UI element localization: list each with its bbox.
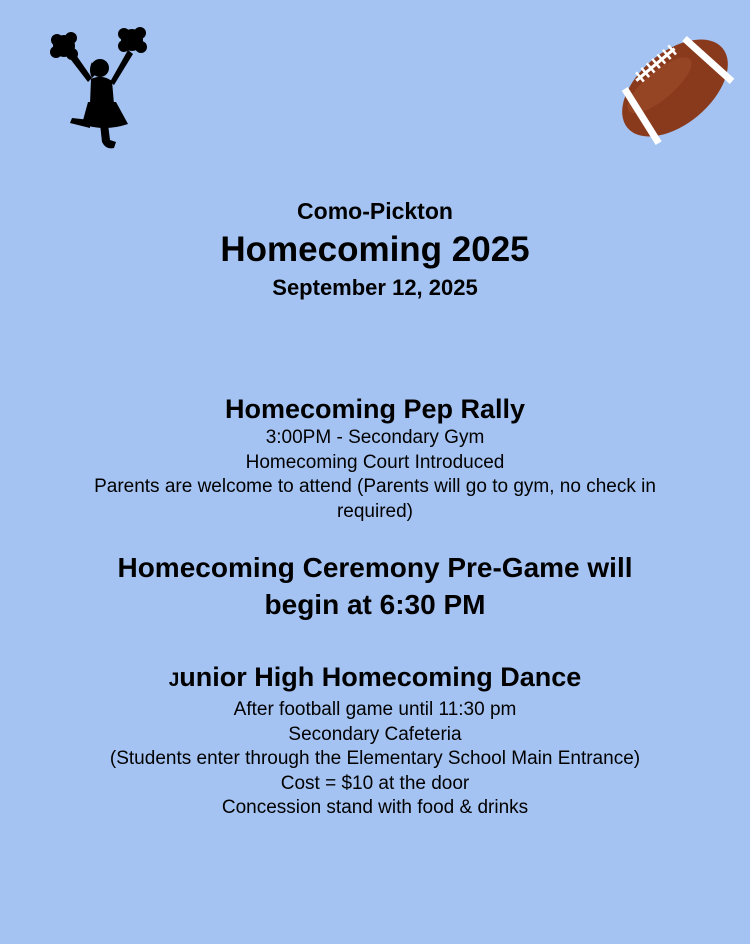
pep-rally-line: Parents are welcome to attend (Parents will go to gym, no check in: [94, 476, 656, 497]
dance-line: After football game until 11:30 pm: [233, 699, 517, 720]
dance-line: (Students enter through the Elementary School Main Entrance): [109, 748, 641, 769]
pep-rally-section: [0, 392, 750, 524]
pep-rally-line: Homecoming Court Introduced: [245, 451, 505, 473]
ceremony-line: begin at 6:30 PM: [264, 589, 486, 620]
dance-heading-initial: J: [168, 670, 180, 691]
page-title: Homecoming 2025: [220, 230, 530, 269]
dance-heading: [0, 660, 750, 698]
dance-heading-rest: unior High Homecoming Dance: [179, 662, 582, 692]
event-date: September 12, 2025: [272, 275, 478, 300]
football-icon: [610, 28, 740, 148]
ceremony-section: [0, 549, 750, 623]
pep-rally-line: 3:00PM - Secondary Gym: [265, 427, 485, 448]
cheerleader-icon: [44, 24, 154, 154]
dance-line: Concession stand with food & drinks: [221, 797, 529, 818]
dance-line: Cost = $10 at the door: [280, 772, 470, 794]
school-name: Como-Pickton: [297, 198, 453, 224]
dance-line: Secondary Cafeteria: [288, 723, 462, 745]
pep-rally-heading: Homecoming Pep Rally: [224, 394, 526, 424]
pep-rally-line: required): [336, 500, 414, 522]
ceremony-line: Homecoming Ceremony Pre-Game will: [117, 552, 633, 583]
dance-section: [0, 660, 750, 821]
